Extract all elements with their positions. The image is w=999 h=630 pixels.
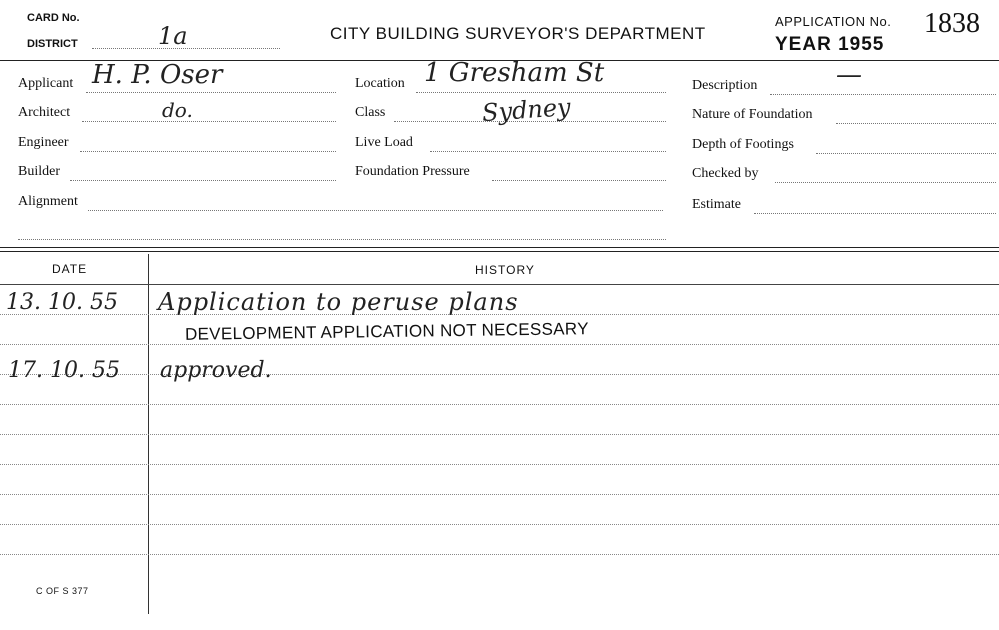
application-number: 1838 [924,8,980,39]
district-value: 1a [158,22,188,50]
location-value: 1 Gresham St [424,58,605,88]
depth-of-footings-dotted-line [816,153,996,154]
district-label: DISTRICT [27,38,78,50]
builder-dotted-line [70,180,336,181]
year-label: YEAR 1955 [775,34,885,55]
live-load-label: Live Load [355,135,413,150]
engineer-dotted-line [80,151,336,152]
spare-dotted-line [18,239,666,240]
history-text: approved. [160,358,272,383]
ruled-line [0,404,999,405]
live-load-dotted-line [430,151,666,152]
checked-by-label: Checked by [692,166,759,181]
date-column-header: DATE [52,262,88,276]
foundation-pressure-dotted-line [492,180,666,181]
application-no-label: APPLICATION No. [775,14,892,29]
ruled-line [0,374,999,375]
ruled-line [0,524,999,525]
architect-label: Architect [18,105,71,120]
estimate-label: Estimate [692,197,741,212]
architect-value: do. [162,98,193,122]
applicant-dotted-line [86,92,336,93]
location-label: Location [355,76,405,91]
card-no-label: CARD No. [27,12,80,24]
description-label: Description [692,78,758,93]
history-text: Application to peruse plans [158,288,519,316]
nature-of-foundation-dotted-line [836,123,996,124]
development-stamp: DEVELOPMENT APPLICATION NOT NECESSARY [184,319,589,344]
description-dotted-line [770,94,996,95]
builder-label: Builder [18,164,60,179]
ruled-line [0,434,999,435]
description-value: — [836,60,862,90]
applicant-value: H. P. Oser [92,60,223,90]
checked-by-dotted-line [775,182,996,183]
depth-of-footings-label: Depth of Footings [692,137,794,152]
history-column-header: HISTORY [475,263,535,277]
engineer-label: Engineer [18,135,69,150]
ruled-line [0,344,999,345]
class-value: Sydney [481,92,572,128]
estimate-dotted-line [754,213,996,214]
history-date: 17. 10. 55 [8,358,120,383]
alignment-label: Alignment [18,194,78,209]
architect-dotted-line [82,121,336,122]
nature-of-foundation-label: Nature of Foundation [692,107,813,122]
class-label: Class [355,105,386,120]
page-title: CITY BUILDING SURVEYOR'S DEPARTMENT [330,24,706,43]
ruled-line [0,494,999,495]
form-code: C OF S 377 [36,586,89,596]
ruled-line [0,554,999,555]
alignment-dotted-line [88,210,663,211]
ruled-line [0,464,999,465]
history-date: 13. 10. 55 [6,290,118,315]
header-row-rule [0,284,999,285]
history-top-rule [0,247,999,248]
history-top-rule-2 [0,251,999,252]
foundation-pressure-label: Foundation Pressure [355,164,470,179]
location-dotted-line [416,92,666,93]
applicant-label: Applicant [18,76,74,91]
